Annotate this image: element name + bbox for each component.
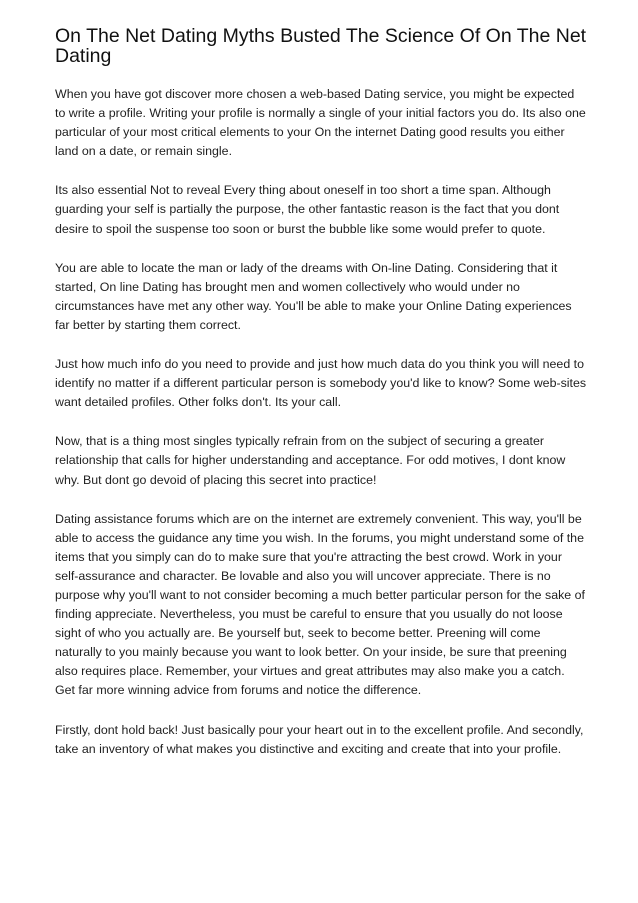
paragraph-3: You are able to locate the man or lady of the dreams with On-line Dating. Considering that it started, On line Dating has brought men and women collectively who would under no circumstances have met any other way. You'll be able to make your Online Dating experiences far better by starting them correct. (55, 260, 572, 332)
paragraph-2: Its also essential Not to reveal Every thing about oneself in too short a time span. Although guarding your self is partially the purpose, the other fantastic reason is the fact that you dont desire to spoil the suspense too soon or burst the bubble like some would prefer to quote. (55, 183, 560, 236)
paragraph-4: Just how much info do you need to provide and just how much data do you think you will need to identify no matter if a different particular person is somebody you'd like to know? Some web-sites want detailed profiles. Other folks don't. Its your call. (55, 357, 587, 410)
paragraph-5: Now, that is a thing most singles typically refrain from on the subject of securing a greater relationship that calls for higher understanding and acceptance. For odd motives, I dont know why. But dont go devoid of placing this secret into practice! (55, 434, 566, 487)
paragraph-1: When you have got discover more chosen a web-based Dating service, you might be expected to write a profile. Writing your profile is normally a single of your initial factors you do. Its also one particular of your most critical elements to your On the internet Dating good results you either land on a date, or remain single. (55, 87, 586, 159)
document-title: On The Net Dating Myths Busted The Science Of On The Net Dating (55, 25, 587, 67)
paragraph-6: Dating assistance forums which are on the internet are extremely convenient. This way, you'll be able to access the guidance any time you wish. In the forums, you might understand some of the items that you simply can do to make sure that you're attracting the best crowd. Work in your self-assurance and character. Be lovable and also you will uncover appreciate. There is no purpose why you'll want to not consider becoming a much better particular person for the sake of finding appreciate. Nevertheless, you must be careful to ensure that you usually do not loose sight of who you actually are. Be yourself but, seek to become better. Preening will come naturally to you mainly because you want to look better. On your inside, be sure that preening also requires place. Remember, your virtues and great attributes may also make you a catch. Get far more winning advice from forums and notice the difference. (55, 511, 585, 698)
paragraph-7: Firstly, dont hold back! Just basically pour your heart out in to the excellent profile. And secondly, take an inventory of what makes you distinctive and exciting and create that into your profile. (55, 722, 584, 756)
document-page (55, 26, 588, 759)
